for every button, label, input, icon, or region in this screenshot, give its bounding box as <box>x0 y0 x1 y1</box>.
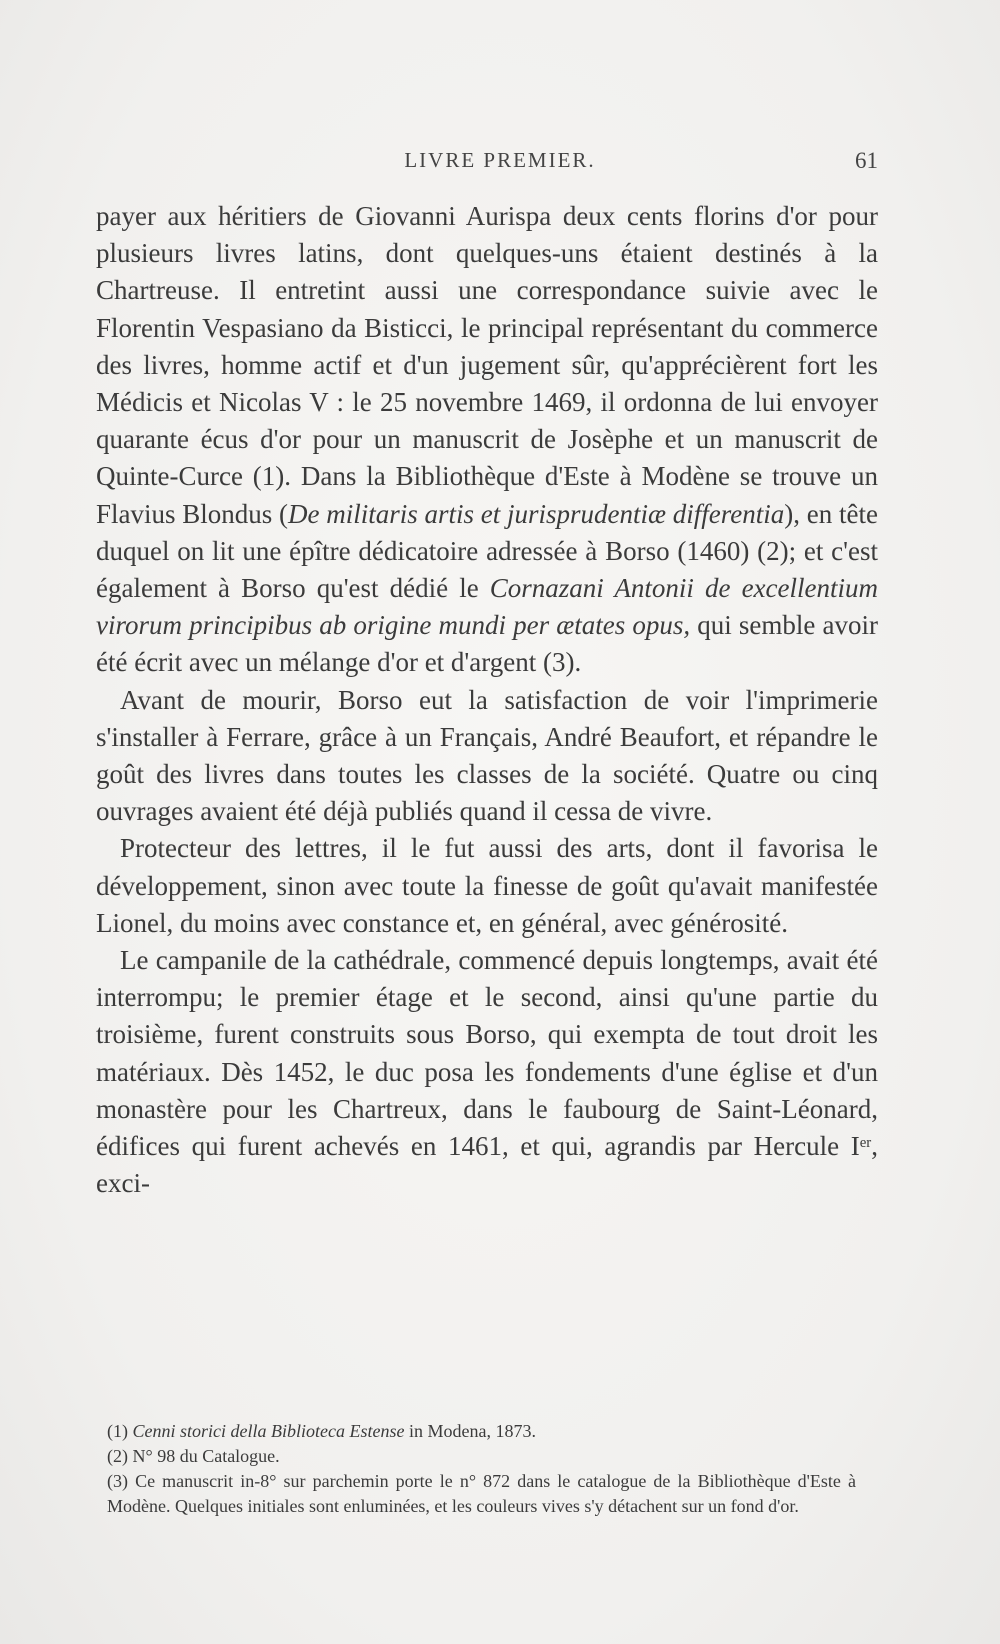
footnote-1-text: in Modena, 1873. <box>404 1421 536 1441</box>
paragraph-1-text-a: payer aux héritiers de Giovanni Aurispa deux cents florins d'or pour plusieurs livres latins, dont quelques-uns étaient destinés à la Chartreuse. Il entretint aussi une correspondance suivie avec le Florentin Vespasiano da Bisticci, le principal représentant du commerce des livres, homme actif et d'un jugement sûr, qu'apprécièrent fort les Médicis et Nicolas V : le 25 novembre 1469, il ordonna de lui envoyer quarante écus d'or pour un manuscrit de Josèphe et un manuscrit de Quinte-Curce (1). Dans la Bibliothèque d'Este à Modène se trouve un Flavius Blondus ( <box>96 201 878 529</box>
footnote-1 <box>80 1419 856 1444</box>
page-number: 61 <box>855 148 878 173</box>
paragraph-4-text-b: , exci- <box>96 1131 878 1199</box>
paragraph-1-text-b: ), en tête duquel on lit une épître dédicatoire adressée à Borso (1460) (2); et c'est également à Borso qu'est dédié le <box>96 498 878 604</box>
paragraph-1-title-cornazani: Cornazani Antonii de excellentium virorum principibus ab origine mundi per ætates opus, <box>96 573 878 641</box>
paragraph-1-text-c: qui semble avoir été écrit avec un mélange d'or et d'argent (3). <box>96 610 878 678</box>
footnote-3 <box>80 1469 856 1519</box>
footnote-3-number: (3) <box>107 1471 128 1491</box>
paragraph-4-superscript: er <box>859 1134 872 1151</box>
footnote-1-number: (1) <box>107 1421 128 1441</box>
footnote-1-title: Cenni storici della Biblioteca Estense <box>132 1421 405 1441</box>
paragraph-4-text-a: Le campanile de la cathédrale, commencé depuis longtemps, avait été interrompu; le premier étage et le second, ainsi qu'une partie du troisième, furent construits sous Borso, qui exempta de tout droit les matériaux. Dès 1452, le duc posa les fondements d'une église et d'un monastère pour les Chartreux, dans le faubourg de Saint-Léonard, édifices qui furent achevés en 1461, et qui, agrandis par Hercule I <box>96 945 878 1162</box>
footnote-2 <box>80 1444 856 1469</box>
running-head <box>0 148 1000 178</box>
running-title: LIVRE PREMIER. <box>404 148 596 172</box>
paragraph-1 <box>96 198 878 682</box>
paragraph-2: Avant de mourir, Borso eut la satisfaction de voir l'imprimerie s'installer à Ferrare, grâce à un Français, André Beaufort, et répandre le goût des livres dans toutes les classes de la société. Quatre ou cinq ouvrages avaient été déjà publiés quand il cessa de vivre. <box>96 684 878 827</box>
footnote-2-number: (2) <box>107 1446 128 1466</box>
paragraph-1-title-blondus: De militaris artis et jurisprudentiæ differentia <box>288 498 785 529</box>
main-text <box>96 198 878 1202</box>
footnotes <box>80 1419 856 1519</box>
footnote-3-text: Ce manuscrit in-8° sur parchemin porte le n° 872 dans le catalogue de la Bibliothèque d'Este à Modène. Quelques initiales sont enluminées, et les couleurs vives s'y détachent sur un fond d'or. <box>107 1471 856 1516</box>
footnote-2-text: N° 98 du Catalogue. <box>132 1446 280 1466</box>
paragraph-3: Protecteur des lettres, il le fut aussi des arts, dont il favorisa le développement, sinon avec toute la finesse de goût qu'avait manifestée Lionel, du moins avec constance et, en général, avec générosité. <box>96 833 878 938</box>
paragraph-4 <box>96 942 878 1202</box>
